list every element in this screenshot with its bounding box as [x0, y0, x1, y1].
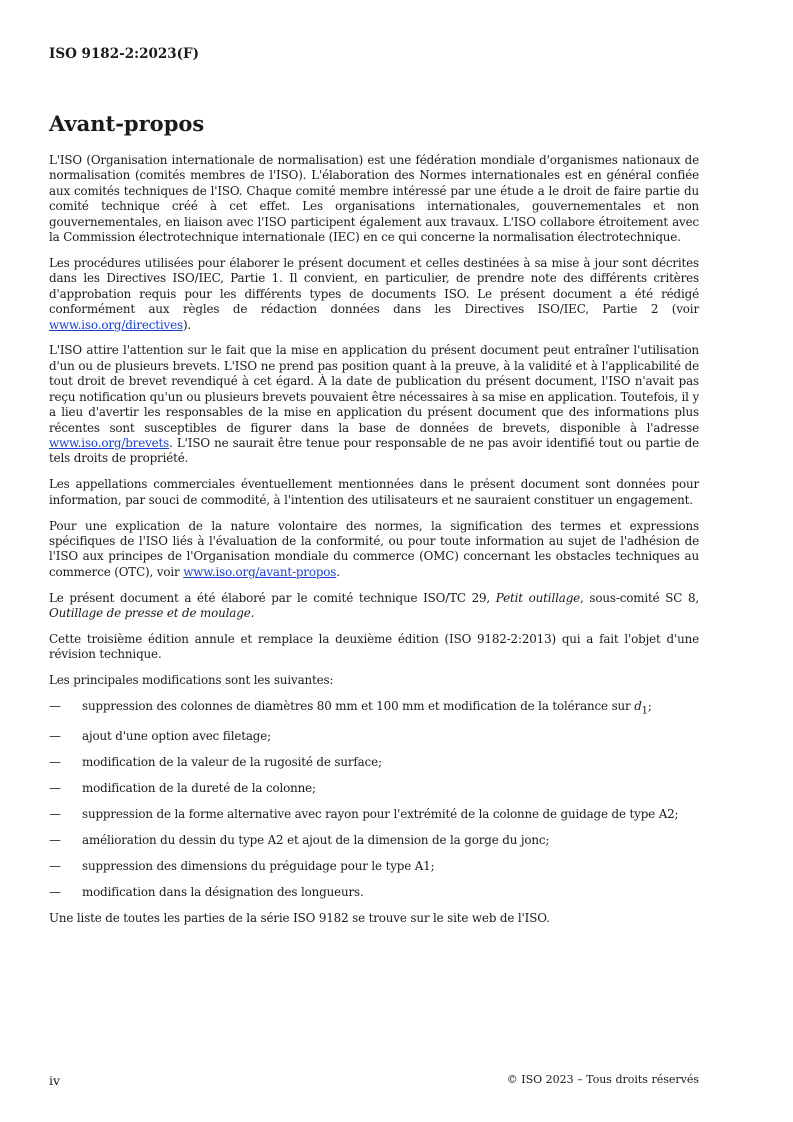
- list-dash: —: [49, 781, 61, 796]
- text: Le présent document a été élaboré par le comité technique ISO/TC 29,: [49, 590, 496, 605]
- document-header: ISO 9182-2:2023(F): [49, 46, 200, 62]
- text: L'ISO attire l'attention sur le fait que la mise en application du présent document peut entraîner l'utilisation d'un ou de plusieurs brevets. L'ISO ne prend pas position quant à la preuve, à la validité et à l'applicabilité de tout droit de brevet revendiqué à cet égard. À la date de publication du présent document, l'ISO n'avait pas reçu notification qu'un ou plusieurs brevets pouvaient être nécessaires à sa mise en application. Toutefois, il y a lieu d'avertir les responsables de la mise en application du présent document que des informations plus récentes sont susceptibles de figurer dans la base de données de brevets, disponible à l'adresse: [49, 343, 700, 435]
- brevets-link[interactable]: www.iso.org/brevets: [49, 435, 170, 450]
- list-item: [49, 729, 699, 744]
- document-body: [49, 153, 699, 937]
- text: Pour une explication de la nature volontaire des normes, la signification des termes et expressions spécifiques de l'ISO liés à l'évaluation de la conformité, ou pour toute information au sujet de l'adhésion de l'ISO aux principes de l'Organisation mondiale du commerce (OMC) concernant les obstacles techniques au commerce (OTC), voir: [49, 518, 699, 579]
- text: ).: [182, 317, 192, 332]
- text: . L'ISO ne saurait être tenue pour responsable de ne pas avoir identifié tout ou partie de tels droits de propriété.: [49, 435, 699, 466]
- subscript: 1: [641, 705, 648, 717]
- list-dash: —: [49, 833, 61, 848]
- list-item-text: [82, 781, 316, 796]
- list-item-text: [82, 885, 364, 900]
- text: Les procédures utilisées pour élaborer le présent document et celles destinées à sa mise à jour sont décrites dans les Directives ISO/IEC, Partie 1. Il convient, en particulier, de prendre note des différents critères d'approbation requis pour les différents types de documents ISO. Le présent document a été rédigé conformément aux règles de rédaction données dans les Directives ISO/IEC, Partie 2 (voir: [49, 255, 699, 317]
- variable: d: [634, 699, 642, 714]
- text: modification de la dureté de la colonne;: [82, 781, 316, 796]
- list-dash: —: [49, 699, 61, 714]
- directives-link[interactable]: www.iso.org/directives: [49, 317, 183, 332]
- text: .: [336, 564, 340, 579]
- list-item: [49, 859, 699, 874]
- list-item-text: [82, 807, 678, 822]
- list-item-text: [82, 859, 434, 874]
- list-dash: —: [49, 755, 61, 770]
- list-dash: —: [49, 729, 61, 744]
- text: ajout d'une option avec filetage;: [82, 729, 272, 744]
- paragraph-patents: [49, 343, 699, 466]
- list-dash: —: [49, 859, 61, 873]
- list-item: [49, 807, 699, 822]
- text: amélioration du dessin du type A2 et ajout de la dimension de la gorge du jonc;: [82, 833, 550, 848]
- text: , sous-comité SC 8,: [580, 590, 699, 605]
- copyright: © ISO 2023 – Tous droits réservés: [506, 1073, 699, 1086]
- paragraph-changes-intro: Les principales modifications sont les suivantes:: [49, 673, 334, 688]
- paragraph-trade-names: Les appellations commerciales éventuellement mentionnées dans le présent document sont données pour information, par souci de commodité, à l'intention des utilisateurs et ne sauraient constituer un engagement.: [49, 477, 699, 507]
- changes-list: [49, 699, 699, 900]
- list-item-text: [82, 755, 382, 770]
- list-item: [49, 885, 699, 900]
- page-title: Avant-propos: [49, 111, 205, 136]
- list-item: [49, 755, 699, 770]
- text: modification de la valeur de la rugosité de surface;: [82, 755, 382, 770]
- avant-propos-link[interactable]: www.iso.org/avant-propos: [183, 564, 337, 579]
- list-dash: —: [49, 807, 61, 822]
- committee-name: Petit outillage: [495, 590, 581, 605]
- list-item-text: [82, 833, 549, 848]
- subcommittee-name: Outillage de presse et de moulage.: [49, 606, 255, 621]
- text: suppression de la forme alternative avec rayon pour l'extrémité de la colonne de guidage de type A2;: [82, 807, 679, 822]
- text: suppression des dimensions du préguidage pour le type A1;: [82, 859, 435, 873]
- paragraph-iso-intro: L'ISO (Organisation internationale de normalisation) est une fédération mondiale d'organismes nationaux de normalisation (comités membres de l'ISO). L'élaboration des Normes internationales est en général confiée aux comités techniques de l'ISO. Chaque comité membre intéressé par une étude a le droit de faire partie du comité technique créé à cet effet. Les organisations internationales, gouvernementales et non gouvernementales, en liaison avec l'ISO participent également aux travaux. L'ISO collabore étroitement avec la Commission électrotechnique internationale (IEC) en ce qui concerne la normalisation électrotechnique.: [49, 153, 699, 245]
- text: ;: [647, 699, 652, 714]
- paragraph-edition: Cette troisième édition annule et remplace la deuxième édition (ISO 9182-2:2013) qui a fait l'objet d'une révision technique.: [49, 631, 699, 662]
- paragraph-voluntary-nature: [49, 519, 699, 581]
- list-item: [49, 781, 699, 796]
- list-dash: —: [49, 884, 61, 899]
- paragraph-committee: [49, 591, 699, 622]
- text: suppression des colonnes de diamètres 80 mm et 100 mm et modification de la tolérance sur: [82, 699, 635, 714]
- page-number: iv: [49, 1073, 61, 1088]
- list-item: [49, 699, 699, 719]
- list-item-text: [82, 699, 652, 719]
- list-item-text: [82, 729, 271, 744]
- text: modification dans la désignation des longueurs.: [82, 884, 364, 899]
- paragraph-procedures: [49, 256, 699, 333]
- list-item: [49, 833, 699, 848]
- paragraph-series-list: Une liste de toutes les parties de la série ISO 9182 se trouve sur le site web de l'ISO.: [49, 910, 550, 925]
